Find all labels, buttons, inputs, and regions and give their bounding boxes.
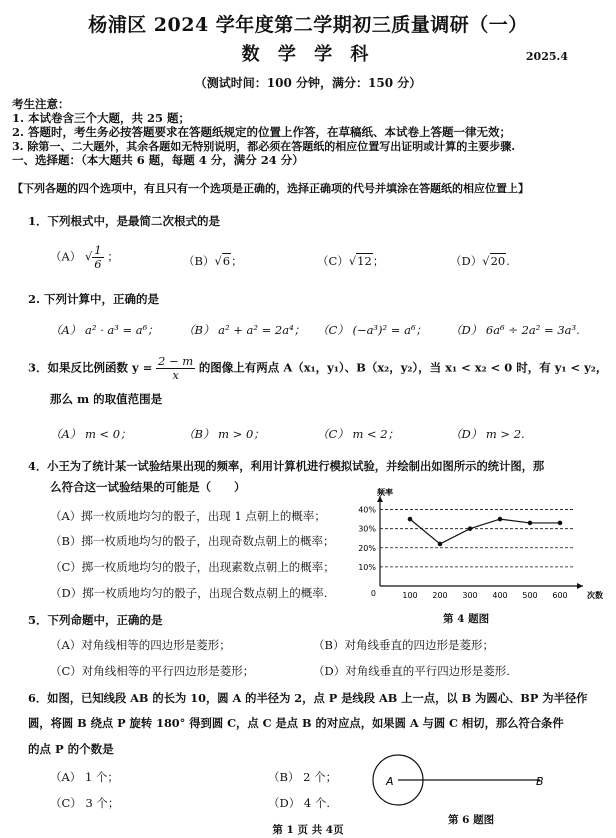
q3-stem	[28, 355, 607, 382]
y-axis-label: 频率	[377, 488, 393, 497]
y-tick-label: 20%	[358, 543, 376, 553]
q5-stem: 5．下列命题中，正确的是	[28, 613, 163, 627]
q1-option-c-label: （C）	[317, 254, 349, 268]
x-tick-label: 200	[432, 591, 448, 600]
note-item-2: 2. 答题时，考生务必按答题要求在答题纸规定的位置上作答，在草稿纸、本试卷上答题一律无效；	[12, 125, 512, 139]
exam-info: （测试时间：100 分钟，满分：150 分）	[194, 76, 422, 90]
notes-heading: 考生注意：	[12, 97, 70, 111]
origin-label: 0	[370, 589, 376, 598]
x-tick-label: 100	[402, 591, 418, 600]
page-footer: 第 1 页 共 4页	[272, 824, 344, 836]
q5-option-c: （C）对角线相等的平行四边形是菱形；	[50, 664, 255, 678]
q4-option-d: （D）掷一枚质地均匀的骰子，出现合数点朝上的概率.	[50, 586, 328, 600]
q6-line1: 6．如图，已知线段 AB 的长为 10，圆 A 的半径为 2，点 P 是线段 AB 上一点，以 B 为圆心、BP 为半径作	[28, 691, 588, 705]
q4-option-b: （B）掷一枚质地均匀的骰子，出现奇数点朝上的概率；	[50, 534, 335, 548]
q6-figure	[368, 748, 558, 808]
q1-option-a-end: ；	[107, 249, 119, 264]
q1-fraction-numerator: 1	[94, 243, 102, 257]
q1-option-c	[317, 253, 384, 269]
q1-fraction-denominator: 6	[94, 257, 102, 271]
q5-option-a: （A）对角线相等的四边形是菱形；	[50, 638, 231, 652]
q3-line2: 那么 m 的取值范围是	[50, 392, 163, 406]
sqrt-icon: √	[84, 249, 93, 264]
q4-option-c: （C）掷一枚质地均匀的骰子，出现素数点朝上的概率；	[50, 560, 335, 574]
data-point	[408, 517, 413, 522]
x-axis-label: 次数	[587, 591, 603, 600]
q1-option-b-radicand: 6	[222, 254, 231, 268]
q3-option-c: （C） m < 2；	[317, 427, 400, 441]
exam-date: 2025.4	[525, 50, 568, 63]
q4-line1: 4．小王为了统计某一试验结果出现的频率，利用计算机进行模拟试验，并绘制出如图所示的统计图，那	[28, 459, 545, 473]
q6-option-d: （D） 4 个.	[268, 796, 331, 810]
point-a-label: A	[386, 775, 394, 788]
q1-option-a-label: （A）	[50, 249, 82, 264]
sqrt-icon: √	[348, 254, 357, 268]
sqrt-icon: √	[482, 254, 490, 268]
data-point	[498, 517, 503, 522]
q1-option-d-radicand: 20	[490, 254, 506, 268]
x-axis-arrow-icon	[577, 583, 583, 589]
section1-instruction: 【下列各题的四个选项中，有且只有一个选项是正确的，选择正确项的代号并填涂在答题纸的相应位置上】	[12, 182, 529, 195]
q1-stem: 1．下列根式中，是最简二次根式的是	[28, 214, 220, 228]
q4-frequency-chart	[340, 488, 603, 605]
data-point	[468, 526, 473, 531]
q6-option-a: （A） 1 个；	[50, 770, 119, 784]
data-point	[438, 542, 443, 547]
x-tick-label: 400	[492, 591, 508, 600]
q3-lead: 3．如果反比例函数 y =	[28, 360, 153, 375]
point-b-label: B	[536, 775, 544, 788]
q1-option-b-end: ；	[231, 254, 243, 268]
y-tick-label: 40%	[358, 505, 376, 515]
q6-line2: 圆，将圆 B 绕点 P 旋转 180° 得到圆 C，点 C 是点 B 的对应点，如果圆 A 与圆 C 相切，那么符合条件	[28, 716, 564, 730]
q1-option-b	[183, 253, 243, 269]
q4-figure-caption: 第 4 题图	[443, 613, 490, 625]
data-point	[528, 521, 533, 526]
q3-option-d: （D） m > 2.	[450, 427, 525, 441]
section1-heading: 一、选择题：（本大题共 6 题，每题 4 分，满分 24 分）	[12, 153, 304, 167]
q1-option-d-end: .	[506, 254, 510, 268]
q3-rest: 的图像上有两点 A（x₁，y₁）、B（x₂，y₂），当 x₁ < x₂ < 0 时，有 y₁ < y₂，	[198, 360, 608, 375]
q1-option-c-radicand: 12	[357, 254, 372, 268]
exam-subject: 数 学 学 科	[241, 44, 375, 65]
q2-option-c: （C） (−a³)² = a⁶；	[317, 323, 428, 337]
q2-stem: 2. 下列计算中，正确的是	[28, 292, 160, 306]
q3-fraction-denominator: x	[172, 368, 179, 382]
q2-option-d: （D） 6a⁶ ÷ 2a² = 3a³.	[450, 323, 580, 337]
q6-option-c: （C） 3 个；	[50, 796, 120, 810]
q1-option-a	[50, 244, 119, 271]
q3-option-b: （B） m > 0；	[183, 427, 265, 441]
note-item-1: 1. 本试卷含三个大题，共 25 题；	[12, 111, 191, 125]
q3-fraction-numerator: 2 − m	[157, 354, 194, 368]
q3-fraction	[156, 355, 195, 382]
q5-option-b: （B）对角线垂直的四边形是菱形；	[313, 638, 494, 652]
y-tick-label: 30%	[358, 524, 376, 534]
data-point	[558, 521, 563, 526]
exam-title: 杨浦区 2024 学年度第二学期初三质量调研（一）	[88, 14, 528, 36]
q1-option-d-label: （D）	[450, 254, 483, 268]
q6-line3: 的点 P 的个数是	[28, 742, 114, 756]
q6-figure-caption: 第 6 题图	[448, 814, 495, 826]
x-tick-label: 300	[462, 591, 478, 600]
q3-option-a: （A） m < 0；	[50, 427, 132, 441]
q2-option-b: （B） a² + a² = 2a⁴；	[183, 323, 306, 337]
q1-option-b-label: （B）	[183, 254, 215, 268]
note-item-3: 3. 除第一、二大题外，其余各题如无特别说明，都必须在答题纸的相应位置写出证明或计算的主要步骤.	[12, 140, 516, 153]
q1-option-c-end: ；	[372, 254, 385, 268]
y-tick-label: 10%	[358, 562, 376, 572]
x-tick-label: 500	[522, 591, 538, 600]
q2-option-a: （A） a² · a³ = a⁶；	[50, 323, 159, 337]
q4-option-a: （A）掷一枚质地均匀的骰子，出现 1 点朝上的概率；	[50, 509, 326, 523]
q4-line2: 么符合这一试验结果的可能是（ ）	[50, 480, 246, 494]
x-tick-label: 600	[552, 591, 568, 600]
frequency-line	[410, 519, 560, 544]
q6-option-b: （B） 2 个；	[268, 770, 338, 784]
q1-option-d	[450, 253, 510, 269]
q5-option-d: （D）对角线垂直的平行四边形是菱形.	[313, 664, 510, 678]
q1-fraction	[92, 244, 103, 271]
sqrt-icon: √	[214, 254, 222, 268]
